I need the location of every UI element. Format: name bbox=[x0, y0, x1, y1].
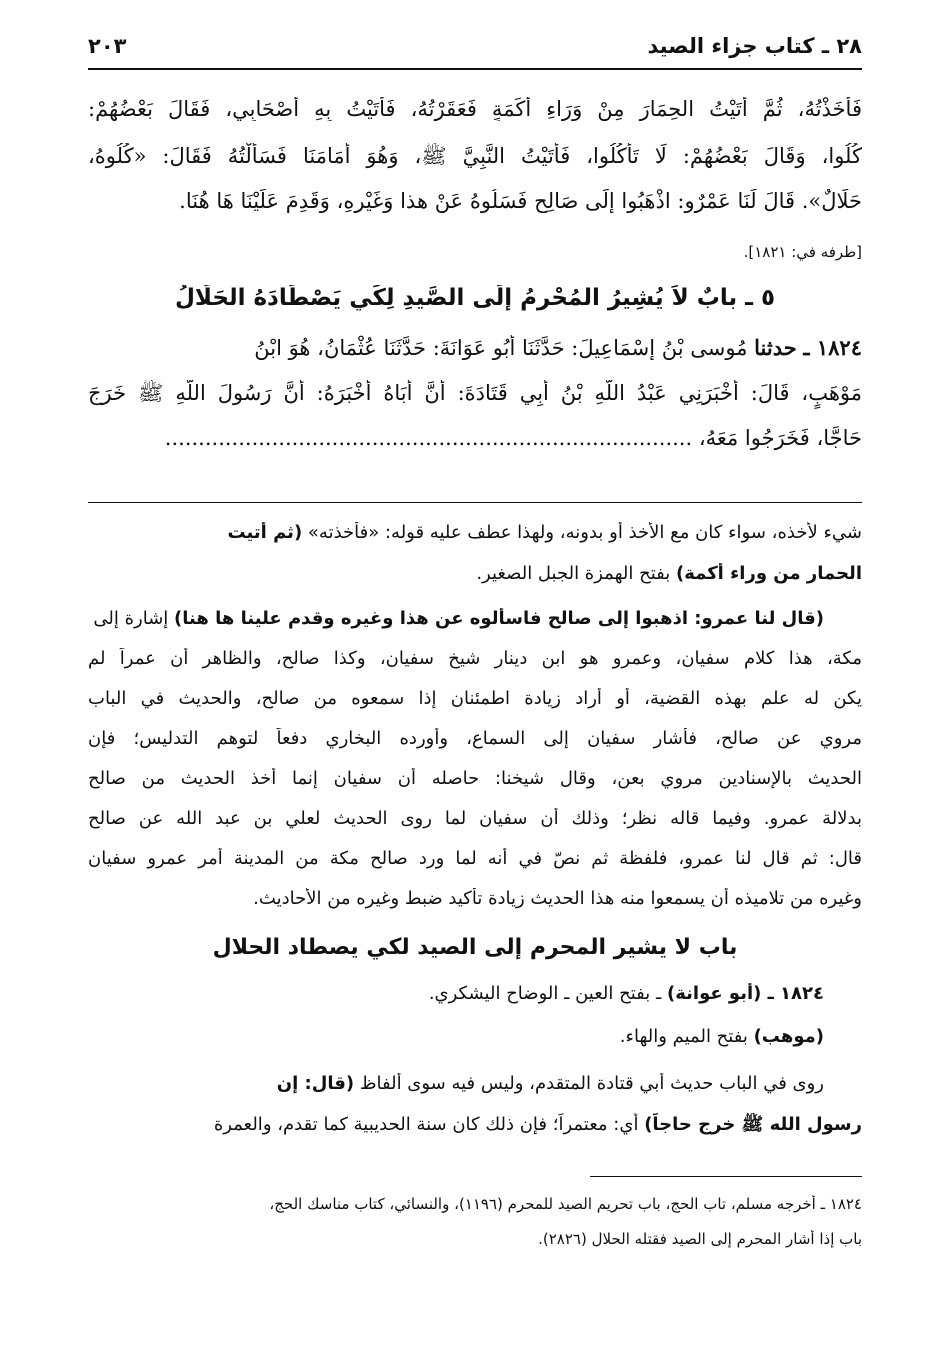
ellipsis-dots: ............................................................................... bbox=[164, 426, 693, 450]
commentary-text: إشارة إلى bbox=[93, 608, 169, 629]
commentary-line: بدلالة عمرو. وفيما قاله نظر؛ وذلك أن سفيان لما روى الحديث لعلي بن عبد الله عن صالح bbox=[88, 808, 862, 829]
commentary-line bbox=[88, 522, 862, 543]
commentary-line: وغيره من تلاميذه أن يسمعوا منه هذا الحديث زيادة تأكيد ضبط وغيره من الأحاديث. bbox=[253, 888, 862, 909]
commentary-text: ـ بفتح العين ـ الوضاح اليشكري. bbox=[428, 983, 662, 1004]
commentary-lemma: الحمار من وراء أكمة) bbox=[675, 563, 862, 584]
commentary-heading: باب لا يشير المحرم إلى الصيد لكي يصطاد الحلال bbox=[212, 935, 738, 960]
hadith-text-line: فَأَخَذْتُهُ، ثُمَّ أَتَيْتُ الحِمَارَ مِنْ وَرَاءِ أَكَمَةٍ فَعَقَرْتُهُ، فَأَتَيْتُ بِهِ أَصْحَابِي، فَقَالَ بَعْضُهُمْ: bbox=[88, 97, 862, 121]
header-rule bbox=[88, 68, 862, 70]
hadith-1824-line-1 bbox=[88, 335, 862, 360]
hadith-1824-line-3 bbox=[88, 426, 862, 450]
commentary-line: يكن له علم بهذه القضية، أو أراد زيادة اطمئنان إذا سمعوه من صالح، والحديث في الباب bbox=[88, 688, 862, 709]
commentary-line: قال: ثم قال لنا عمرو، فلفظة ثم نصّ في أنه لما ورد صالح مكة من المدينة أمر عمرو سفيان bbox=[88, 848, 862, 869]
section-divider bbox=[88, 502, 862, 503]
commentary-lemma: (قال: إن bbox=[276, 1073, 355, 1094]
commentary-lemma: رسول الله ﷺ خرج حاجاً) bbox=[644, 1114, 862, 1135]
hadith-narrator: حدثنا bbox=[754, 335, 797, 360]
commentary-text: أي: معتمراً؛ فإن ذلك كان سنة الحديبية كما تقدم، والعمرة bbox=[213, 1114, 639, 1135]
commentary-lemma: (ثم أتيت bbox=[227, 522, 303, 543]
commentary-line bbox=[88, 563, 862, 584]
commentary-line: الحديث بالإسنادين مروي بعن، وقال شيخنا: حاصله أن سفيان إنما أخذ الحديث من صالح bbox=[88, 768, 862, 789]
page-header bbox=[88, 30, 862, 66]
hadith-chain: مُوسى بْنُ إِسْمَاعِيلَ: حَدَّثَنَا أَبُو عَوَانَةَ: حَدَّثَنَا عُثْمَانُ، هُوَ ابْنُ bbox=[254, 336, 748, 360]
hadith-number: ١٨٢٤ ـ bbox=[803, 335, 862, 360]
footnote-line: ١٨٢٤ ـ أخرجه مسلم، تاب الحج، باب تحريم الصيد للمحرم (١١٩٦)، والنسائي، كتاب مناسك الحج، bbox=[269, 1195, 862, 1213]
footnote-line: باب إذا أشار المحرم إلى الصيد فقتله الحلال (٢٨٢٦). bbox=[538, 1230, 862, 1248]
commentary-line bbox=[88, 1026, 862, 1047]
chapter-heading: ٥ ـ بابٌ لاَ يُشِيرُ المُحْرِمُ إِلَى الصَّيدِ لِكَي يَصْطَادَهُ الحَلَالُ bbox=[174, 285, 776, 311]
commentary-line: مكة، هذا كلام سفيان، وعمرو هو ابن دينار شيخ سفيان، وكذا صالح، والظاهر أن عمراً لم bbox=[88, 648, 862, 669]
commentary-text: بفتح الميم والهاء. bbox=[619, 1026, 748, 1047]
commentary-line: مروي عن صالح، فأشار سفيان إلى السماع، وأورده البخاري دفعاً لتوهم التدليس؛ فإن bbox=[88, 728, 862, 749]
footnote-divider bbox=[590, 1176, 862, 1177]
commentary-text: شيء لأخذه، سواء كان مع الأخذ أو بدونه، ولهذا عطف عليه قوله: «فأخذته» bbox=[307, 522, 862, 543]
commentary-lemma: (موهب) bbox=[753, 1026, 824, 1047]
commentary-lemma: (قال لنا عمرو: اذهبوا إلى صالح فاسألوه عن هذا وغيره وقدم علينا ها هنا) bbox=[174, 608, 824, 629]
commentary-line bbox=[88, 608, 862, 629]
commentary-line bbox=[88, 1113, 862, 1139]
cross-reference: [طرفه في: ١٨٢١]. bbox=[743, 243, 862, 261]
hadith-text: حَاجًّا، فَخَرَجُوا مَعَهُ، bbox=[698, 426, 862, 450]
page-number: ٢٠٣ bbox=[88, 34, 127, 58]
hadith-1824-line-2: مَوْهَبٍ، قَالَ: أَخْبَرَنِي عَبْدُ اللَّهِ بْنُ أَبِي قَتَادَةَ: أَنَّ أَبَاهُ أَخْبَرَهُ: أَنَّ رَسُولَ اللَّهِ ﷺ خَرَجَ bbox=[88, 381, 862, 405]
commentary-line bbox=[88, 983, 862, 1004]
hadith-text-line: كُلُوا، وَقَالَ بَعْضُهُمْ: لَا تَأْكُلُوا، فَأَتَيْتُ النَّبِيَّ ﷺ، وَهُوَ أَمَامَنَا فَسَأَلْتُهُ فَقَالَ: «كُلُوهُ، bbox=[88, 144, 862, 168]
chapter-title: ٢٨ ـ كتاب جزاء الصيد bbox=[647, 34, 862, 58]
commentary-line bbox=[88, 1073, 862, 1094]
commentary-text: روى في الباب حديث أبي قتادة المتقدم، وليس فيه سوى ألفاظ bbox=[359, 1073, 824, 1094]
hadith-text-line: حَلَالٌ». قَالَ لَنَا عَمْرٌو: اذْهَبُوا إِلَى صَالِحٍ فَسَلُوهُ عَنْ هذا وَغَيْرِهِ، وَقَدِمَ عَلَيْنَا هَا هُنَا. bbox=[179, 189, 862, 213]
commentary-text: بفتح الهمزة الجبل الصغير. bbox=[476, 563, 671, 584]
commentary-lemma: ١٨٢٤ ـ (أبو عوانة) bbox=[667, 983, 824, 1004]
